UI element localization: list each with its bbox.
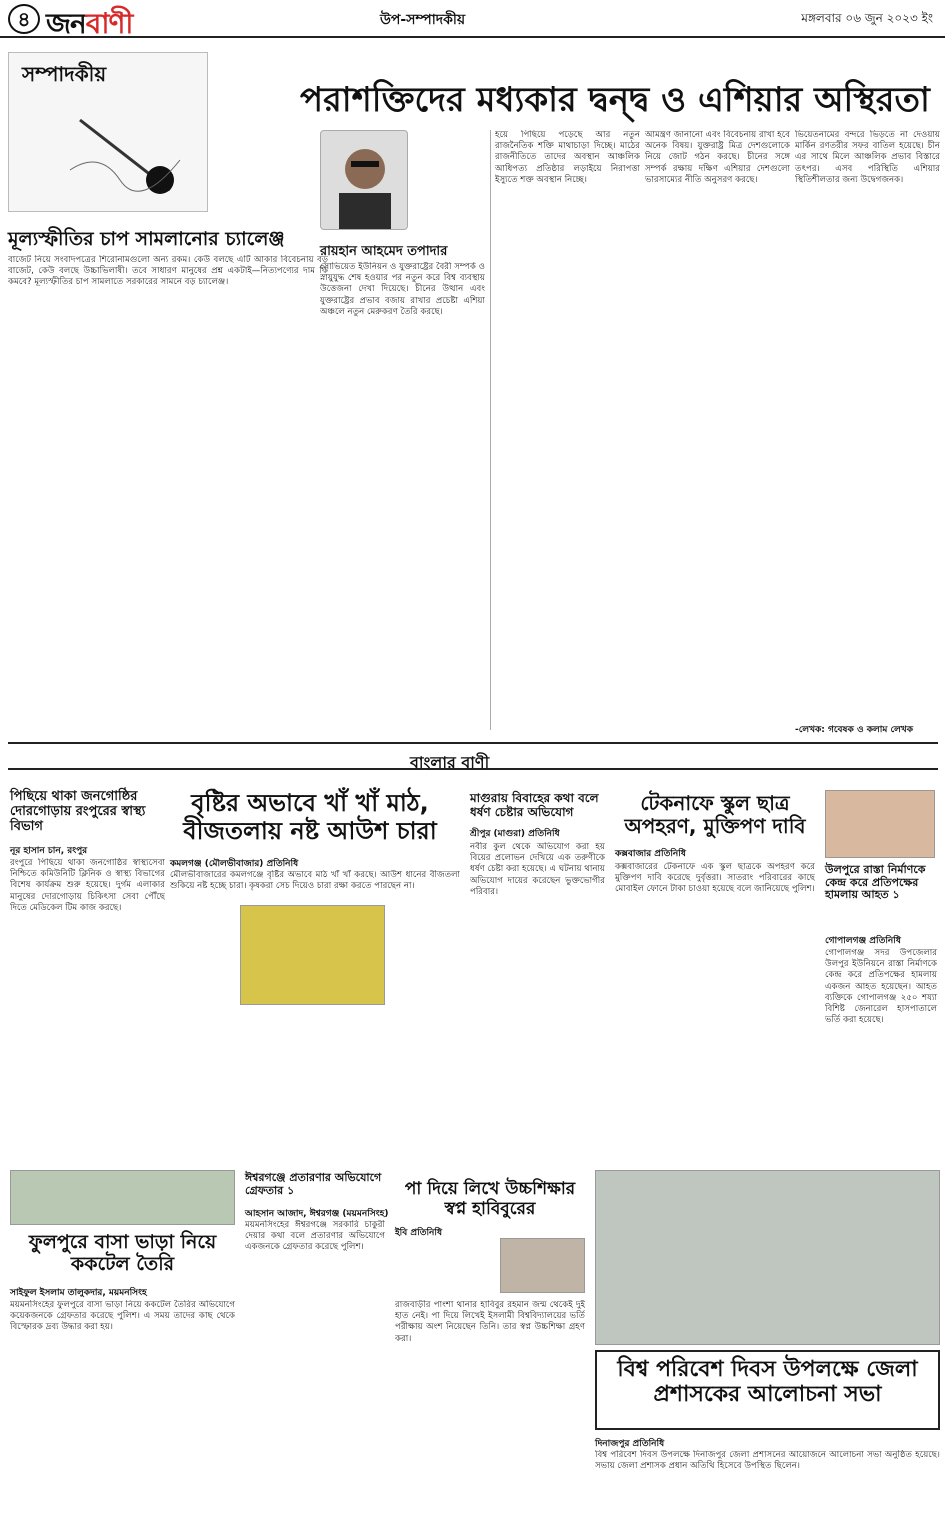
main-body-col4: ভিয়েতনামের বন্দরে ভিড়তে না দেওয়ায় মার্কিন রণতরীর সফর বাতিল হয়েছে। চীন এর সাথে মিলে আঞ্চলিক প্রভাব বিস্তারে তৎপর। এসব পরিস্থিতি এশিয়ার স্থিতিশীলতার জন্য উদ্বেগজনক। [795,130,940,185]
story-body: রাজবাড়ীর পাংশা থানার হাবিবুর রহমান জন্ম থেকেই দুই হাত নেই। পা দিয়ে লিখেই ইসলামী বিশ্ববিদ্যালয়ের ভর্তি পরীক্ষায় অংশ নিয়েছেন তিনি। তার স্বপ্ন উচ্চশিক্ষা গ্রহণ করা। [395,1300,585,1344]
story-headline: মাগুরায় বিবাহের কথা বলে ধর্ষণ চেষ্টার অভিযোগ [470,791,599,819]
story-body: গোপালগঞ্জ সদর উপজেলার উলপুর ইউনিয়নে রাস্তা নির্মাণকে কেন্দ্র করে প্রতিপক্ষের হামলায় একজন আহত হয়েছেন। আহত ব্যক্তিকে গোপালগঞ্জ ২৫০ শয্যা বিশিষ্ট জেনারেল হাসপাতালে ভর্তি করা হয়েছে। [825,948,937,1026]
story-body: কক্সবাজারের টেকনাফে এক স্কুল ছাত্রকে অপহরণ করে মুক্তিপণ দাবি করেছে দুর্বৃত্তরা। সাতরাং পরিবারের কাছে মোবাইল ফোনে টাকা চাওয়া হয়েছে বলে জানিয়েছে পুলিশ। [615,862,815,895]
story-body: নবীর কুল থেকে অভিযোগ করা হয় বিয়ের প্রলোভন দেখিয়ে এক তরুণীকে ধর্ষণ চেষ্টা করা হয়েছে। এ ঘটনায় থানায় অভিযোগ দায়ের করেছেন ভুক্তভোগীর পরিবার। [470,842,605,897]
editorial-headline: মূল্যস্ফীতির চাপ সামলানোর চ্যালেঞ্জ [8,228,285,250]
editorial-label: সম্পাদকীয় [22,62,107,86]
story-byline: কক্সবাজার প্রতিনিধি [615,849,686,859]
injured-person-photo [825,790,935,858]
page-number: ৪ [8,4,40,34]
story-headline: পা দিয়ে লিখে উচ্চশিক্ষার স্বপ্ন হাবিবুরের [404,1179,576,1219]
story-byline: সাইফুল ইসলাম তালুকদার, ময়মনসিংহ [10,1288,147,1298]
pen-icon [60,110,190,200]
section-label: উপ-সম্পাদকীয় [380,12,466,28]
masthead [0,0,945,38]
story-body: রংপুরে পিছিয়ে থাকা জনগোষ্ঠির স্বাস্থ্যসেবা নিশ্চিতে কমিউনিটি ক্লিনিক ও স্বাস্থ্য বিভাগের বিশেষ কার্যক্রম শুরু হয়েছে। দুর্গম এলাকার মানুষের দোরগোড়ায় চিকিৎসা সেবা পৌঁছে দিতে মেডিকেল টিম কাজ করছে। [10,858,165,913]
brand-logo [46,2,132,49]
main-body-col1: সোভিয়েত ইউনিয়ন ও যুক্তরাষ্ট্রের বৈরী সম্পর্ক ও স্নায়ুযুদ্ধ শেষ হওয়ার পর নতুন করে বিশ্ব ব্যবস্থায় উত্তেজনা দেখা দিয়েছে। চীনের উত্থান এবং যুক্তরাষ্ট্রের প্রভাব বজায় রাখার প্রচেষ্টা এশিয়া অঞ্চলে নতুন মেরুকরণ তৈরি করছে। [320,262,485,317]
story-body: মৌলভীবাজারের কমলগঞ্জে বৃষ্টির অভাবে মাঠ খাঁ খাঁ করছে। আউশ ধানের বীজতলা শুকিয়ে নষ্ট হচ্ছে চারা। কৃষকরা সেচ দিয়েও চারা রক্ষা করতে পারছেন না। [170,870,460,892]
issue-date: মঙ্গলবার ০৬ জুন ২০২৩ ইং [801,11,933,25]
column-divider [490,130,491,730]
editorial-body: বাজেট নিয়ে সংবাদপত্রের শিরোনামগুলো অন্য রকম। কেউ বলছে এটি আকার বিবেচনায় বড় বাজেট, কেউ বলছে উচ্চাভিলাষী। তবে সাধারণ মানুষের প্রশ্ন একটাই—নিত্যপণ্যের দাম কি কমবে? মূল্যস্ফীতির চাপ সামলাতে সরকারের সামনে বড় চ্যালেঞ্জ। [8,255,328,288]
story-byline: ইবি প্রতিনিধি [395,1228,443,1238]
student-photo [500,1238,585,1293]
story-headline: ফুলপুরে বাসা ভাড়া নিয়ে ককটেল তৈরি [28,1231,217,1275]
meeting-photo [595,1170,940,1345]
main-body-col2: হয়ে পিছিয়ে পড়েছে আর নতুন রাজনৈতিক শক্তি মাথাচাড়া দিচ্ছে। মাঠের রাজনীতিতে তাদের অবস্থান আঞ্চলিক আধিপত্য প্রতিষ্ঠার লড়াইয়ে নিরাপত্তা ইস্যুতে শক্ত অবস্থান নিচ্ছে। [495,130,640,185]
bangla-bani-title: বাংলার বাণী [410,753,490,772]
story-headline: ঈশ্বরগঞ্জে প্রতারণার অভিযোগে গ্রেফতার ১ [245,1171,382,1197]
story-byline: শ্রীপুর (মাগুরা) প্রতিনিধি [470,829,560,839]
story-body: ময়মনসিংহের ফুলপুরে বাসা ভাড়া নিয়ে ককটেল তৈরির অভিযোগে কয়েকজনকে গ্রেফতার করেছে পুলিশ। এ সময় তাদের কাছ থেকে বিস্ফোরক দ্রব্য উদ্ধার করা হয়। [10,1300,235,1333]
story-byline: দিনাজপুর প্রতিনিধি [595,1439,665,1449]
story-headline: বিশ্ব পরিবেশ দিবস উপলক্ষে জেলা প্রশাসকের আলোচনা সভা [617,1357,918,1408]
author-name: রায়হান আহমেদ তপাদার [320,244,448,259]
story-byline: নূর হাসান চান, রংপুর [10,846,88,856]
author-photo [320,130,408,230]
arrest-photo [10,1170,235,1225]
story-byline: আহসান আজাদ, ঈশ্বরগঞ্জ (ময়মনসিংহ) [245,1209,389,1219]
story-headline: টেকনাফে স্কুল ছাত্র অপহরণ, মুক্তিপণ দাবি [624,791,806,838]
main-headline: পরাশক্তিদের মধ্যকার দ্বন্দ্ব ও এশিয়ার অস্থিরতা [300,80,930,120]
main-body-col3: আমন্ত্রণ জানানো এবং বিবেচনায় রাখা হবে অনেক বিষয়। যুক্তরাষ্ট্র মিত্র দেশগুলোকে নিয়ে জোট গঠন করছে। চীনের সঙ্গে সম্পর্ক রক্ষায় দক্ষিণ এশিয়ার দেশগুলো ভারসাম্যের নীতি অনুসরণ করছে। [645,130,790,185]
story-body: ময়মনসিংহের ঈশ্বরগঞ্জে সরকারি চাকুরী দেয়ার কথা বলে প্রতারণার অভিযোগে একজনকে গ্রেফতার করেছে পুলিশ। [245,1220,385,1253]
brand-part1: জন [46,7,86,40]
brand-part2: বাণী [85,7,133,40]
story-byline: গোপালগঞ্জ প্রতিনিধি [825,936,901,946]
story-byline: কমলগঞ্জ (মৌলভীবাজার) প্রতিনিধি [170,859,299,869]
story-headline: বৃষ্টির অভাবে খাঁ খাঁ মাঠ, বীজতলায় নষ্ট আউশ চারা [183,789,437,845]
story-body: বিশ্ব পরিবেশ দিবস উপলক্ষে দিনাজপুর জেলা প্রশাসনের আয়োজনে আলোচনা সভা অনুষ্ঠিত হয়েছে। সভায় জেলা প্রশাসক প্রধান অতিথি হিসেবে উপস্থিত ছিলেন। [595,1450,940,1472]
author-signoff: -লেখক: গবেষক ও কলাম লেখক [795,725,914,735]
story-headline: উলপুরে রাস্তা নির্মাণকে কেন্দ্র করে প্রতিপক্ষের হামলায় আহত ১ [825,863,926,902]
story-headline: পিছিয়ে থাকা জনগোষ্ঠির দোরগোড়ায় রংপুরের স্বাস্থ্য বিভাগ [10,789,146,834]
